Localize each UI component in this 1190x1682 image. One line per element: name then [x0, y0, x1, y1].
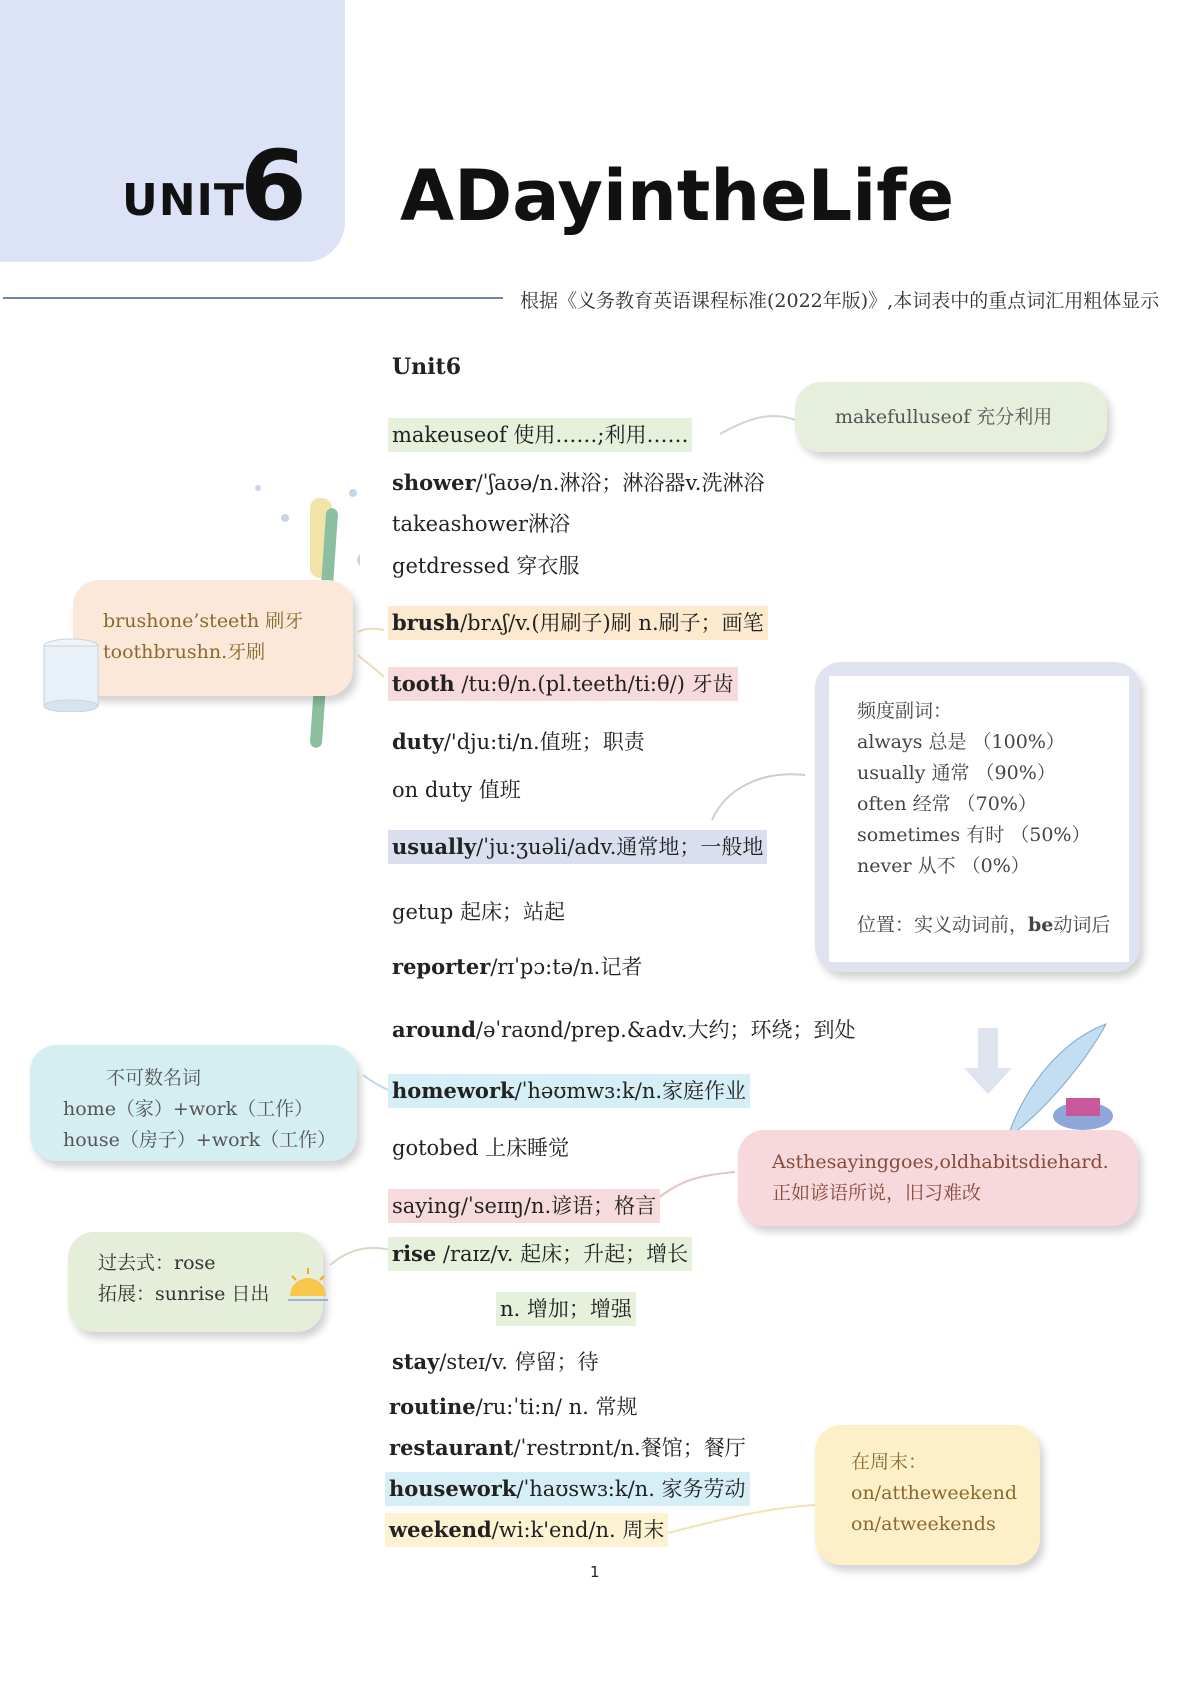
card-text: toothbrushn.牙刷 [103, 641, 266, 663]
card-rise-forms [68, 1232, 323, 1332]
card-text: 正如谚语所说，旧习难改 [772, 1182, 982, 1204]
vocab-get-dressed: getdressed 穿衣服 [392, 554, 580, 578]
freq-often: often 经常 （70%） [857, 793, 1037, 815]
vocab-definition: /əˈraʊnd/prep.&adv.大约；环绕；到处 [475, 1018, 856, 1042]
vocab-duty [388, 725, 649, 759]
vocab-reporter [388, 950, 646, 984]
page-title: ADayintheLife [400, 155, 955, 237]
card-frequency-adverbs [815, 662, 1140, 972]
vocab-definition: /ˈhəʊmwɜ:k/n.家庭作业 [514, 1079, 747, 1103]
vocab-definition: /brʌʃ/v.(用刷子)刷 n.刷子；画笔 [460, 611, 764, 635]
sunrise-icon [286, 1266, 330, 1306]
vocab-saying: saying/ˈseɪɪŋ/n.谚语；格言 [388, 1189, 660, 1223]
card-text: on/atweekends [851, 1513, 996, 1535]
vocab-word: housework [389, 1476, 517, 1501]
freq-never: never 从不 （0%） [857, 855, 1030, 877]
vocab-stay [388, 1345, 603, 1379]
vocab-definition: /ˈrestrɒnt/n.餐馆；餐厅 [513, 1436, 746, 1460]
header-note: 根据《义务教育英语课程标准(2022年版)》,本词表中的重点词汇用粗体显示 [520, 290, 1160, 312]
vocab-definition: /rɪˈpɔ:tə/n.记者 [490, 955, 643, 979]
vocab-rise-noun: n. 增加；增强 [496, 1292, 636, 1326]
vocab-word: shower [392, 470, 476, 495]
card-brush-teeth [73, 580, 353, 696]
vocab-word: routine [389, 1394, 476, 1419]
vocab-brush [388, 606, 768, 640]
vocab-word: homework [392, 1078, 515, 1103]
vocab-homework [388, 1074, 750, 1108]
card-text: house（房子）+work（工作） [63, 1129, 337, 1151]
vocab-word: tooth [392, 671, 455, 696]
vocab-get-up: getup 起床；站起 [392, 900, 565, 924]
card-text: makefulluseof 充分利用 [835, 406, 1053, 428]
vocab-definition: /ru:ˈti:n/ n. 常规 [475, 1395, 638, 1419]
vocab-word: reporter [392, 954, 491, 979]
freq-sometimes: sometimes 有时 （50%） [857, 824, 1091, 846]
vocab-definition: /ˈʃaʊə/n.淋浴；淋浴器v.洗淋浴 [475, 471, 765, 495]
quill-illustration [948, 1018, 1128, 1138]
card-text: home（家）+work（工作） [63, 1098, 314, 1120]
vocab-go-to-bed: gotobed 上床睡觉 [392, 1136, 570, 1160]
vocab-definition: /ˈju:ʒuəli/adv.通常地；一般地 [476, 835, 764, 859]
vocab-restaurant [385, 1431, 750, 1465]
card-uncountable-noun [30, 1045, 357, 1161]
vocab-definition: /raɪz/v. 起床；升起；增长 [436, 1242, 689, 1266]
vocab-on-duty: on duty 值班 [392, 778, 521, 802]
card-text: 不可数名词 [106, 1067, 202, 1089]
vocab-word: stay [392, 1349, 440, 1374]
freq-position-be: be [1028, 914, 1054, 936]
page-number: 1 [590, 1563, 600, 1581]
vocab-word: rise [392, 1241, 437, 1266]
vocab-word: restaurant [389, 1435, 514, 1460]
card-text: 过去式：rose [98, 1252, 216, 1274]
vocab-routine [385, 1390, 642, 1424]
vocab-usually [388, 830, 767, 864]
card-text: 在周末： [851, 1451, 928, 1473]
card-weekend [815, 1425, 1040, 1565]
freq-always: always 总是 （100%） [857, 731, 1065, 753]
card-text: 拓展：sunrise 日出 [98, 1283, 270, 1305]
vocab-definition: /tu:θ/n.(pl.teeth/ti:θ/) 牙齿 [454, 672, 734, 696]
vocab-take-a-shower: takeashower淋浴 [392, 512, 571, 536]
card-saying [738, 1130, 1138, 1226]
vocab-definition: /wi:k'end/n. 周末 [491, 1518, 665, 1542]
vocab-word: weekend [389, 1517, 492, 1542]
vocab-word: duty [392, 729, 444, 754]
vocab-rise [388, 1237, 692, 1271]
vocab-word: usually [392, 834, 477, 859]
vocab-definition: /ˈhaʊswɜ:k/n. 家务劳动 [516, 1477, 746, 1501]
card-text: brushone’steeth 刷牙 [103, 610, 304, 632]
card-full-use [795, 382, 1107, 452]
unit-number: 6 [240, 130, 307, 242]
freq-position-text: 位置：实义动词前， [857, 914, 1029, 936]
card-text: Asthesayinggoes,oldhabitsdiehard. [772, 1151, 1109, 1173]
freq-position-end: 动词后 [1053, 914, 1111, 936]
section-title: Unit6 [392, 354, 462, 380]
vocab-definition: /'dju:ti/n.值班；职责 [443, 730, 645, 754]
freq-title: 频度副词： [857, 700, 953, 722]
unit-label: UNIT [122, 175, 245, 226]
vocab-word: around [392, 1017, 476, 1042]
vocab-shower [388, 466, 768, 500]
vocab-housework [385, 1472, 750, 1506]
vocab-tooth [388, 667, 738, 701]
vocab-definition: /steɪ/v. 停留；待 [439, 1350, 599, 1374]
vocab-weekend [385, 1513, 668, 1547]
card-text: on/attheweekend [851, 1482, 1018, 1504]
vocab-word: brush [392, 610, 461, 635]
freq-position [829, 882, 1129, 941]
vocab-around [388, 1013, 860, 1047]
vocab-make-use-of: makeuseof 使用……;利用…… [388, 418, 692, 452]
freq-usually: usually 通常 （90%） [857, 762, 1056, 784]
glass-icon [42, 638, 100, 712]
